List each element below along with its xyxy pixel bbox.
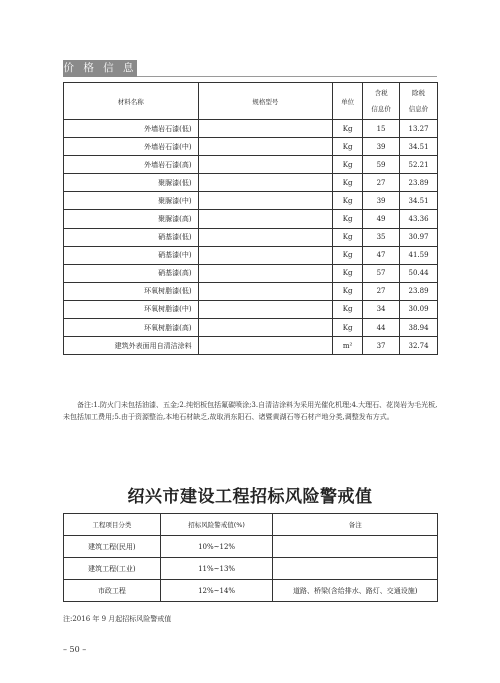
price-tax-excluded: 23.89	[400, 282, 438, 300]
header-spec: 规格型号	[198, 83, 333, 120]
header-tax-excluded-line1: 除税	[412, 89, 425, 97]
risk-table	[63, 513, 438, 602]
table-row	[64, 319, 438, 337]
table-row	[64, 264, 438, 282]
material-name: 聚脲漆(低)	[64, 174, 199, 192]
spec	[198, 138, 333, 156]
table-row	[64, 138, 438, 156]
spec	[198, 174, 333, 192]
price-tax-included: 15	[363, 120, 400, 138]
risk-value: 11%~13%	[160, 558, 273, 580]
risk-table-note: 注:2016 年 9 月起招标风险警戒值	[63, 615, 172, 623]
material-name: 环氧树脂漆(中)	[64, 300, 199, 318]
header-tax-included-line2: 信息价	[371, 105, 391, 113]
unit: Kg	[333, 300, 363, 318]
price-tax-excluded: 34.51	[400, 138, 438, 156]
table-row	[64, 300, 438, 318]
price-tax-excluded: 34.51	[400, 192, 438, 210]
header-tax-included	[363, 83, 400, 120]
project-category: 建筑工程(民用)	[64, 536, 161, 558]
price-tax-excluded: 41.59	[400, 246, 438, 264]
material-name: 硝基漆(低)	[64, 228, 199, 246]
price-tax-included: 59	[363, 156, 400, 174]
project-category: 建筑工程(工业)	[64, 558, 161, 580]
spec	[198, 210, 333, 228]
remark	[273, 558, 438, 580]
risk-value: 12%~14%	[160, 580, 273, 602]
material-name: 建筑外表面用自清洁涂料	[64, 337, 199, 355]
price-tax-excluded: 30.97	[400, 228, 438, 246]
price-tax-excluded: 38.94	[400, 319, 438, 337]
spec	[198, 192, 333, 210]
header-material-name: 材料名称	[64, 83, 199, 120]
section-divider	[137, 76, 437, 77]
spec	[198, 228, 333, 246]
table-row	[64, 282, 438, 300]
material-name: 硝基漆(中)	[64, 246, 199, 264]
price-tax-excluded: 30.09	[400, 300, 438, 318]
material-name: 聚脲漆(中)	[64, 192, 199, 210]
price-tax-included: 27	[363, 282, 400, 300]
price-tax-included: 39	[363, 192, 400, 210]
price-tax-included: 39	[363, 138, 400, 156]
table-row	[64, 536, 438, 558]
table-row	[64, 580, 438, 602]
page-number: – 50 –	[63, 645, 87, 654]
spec	[198, 300, 333, 318]
price-tax-excluded: 50.44	[400, 264, 438, 282]
price-tax-included: 27	[363, 174, 400, 192]
price-tax-included: 57	[363, 264, 400, 282]
material-name: 外墙岩石漆(高)	[64, 156, 199, 174]
unit: Kg	[333, 120, 363, 138]
header-unit: 单位	[333, 83, 363, 120]
material-name: 外墙岩石漆(低)	[64, 120, 199, 138]
material-name: 环氧树脂漆(低)	[64, 282, 199, 300]
table-row	[64, 192, 438, 210]
price-tax-excluded: 23.89	[400, 174, 438, 192]
material-name: 硝基漆(高)	[64, 264, 199, 282]
price-tax-included: 35	[363, 228, 400, 246]
unit: m²	[333, 337, 363, 355]
risk-table-header-row	[64, 514, 438, 536]
remark	[273, 536, 438, 558]
price-table	[63, 82, 438, 355]
project-category: 市政工程	[64, 580, 161, 602]
spec	[198, 282, 333, 300]
material-name: 聚脲漆(高)	[64, 210, 199, 228]
unit: Kg	[333, 174, 363, 192]
price-tax-excluded: 13.27	[400, 120, 438, 138]
table-row	[64, 228, 438, 246]
header-risk-value: 招标风险警戒值(%)	[160, 514, 273, 536]
header-tax-included-line1: 含税	[374, 89, 388, 97]
header-remark: 备注	[273, 514, 438, 536]
unit: Kg	[333, 319, 363, 337]
spec	[198, 120, 333, 138]
spec	[198, 337, 333, 355]
table-row	[64, 156, 438, 174]
remark: 道路、桥梁(含给排水、路灯、交通设施)	[273, 580, 438, 602]
risk-value: 10%~12%	[160, 536, 273, 558]
table-row	[64, 337, 438, 355]
section-tag: 价 格 信 息	[63, 60, 137, 77]
price-table-note: 备注:1.防火门未包括油漆、五金;2.纯铝板包括氟碳喷涂;3.自清洁涂料为采用光催化机理;4.大理石、花岗岩为毛光板,未包括加工费用;5.由于资源整治,本地石材缺乏,故取消东阳石、诸暨黄湖石等石材产地分类,调整发布方式。	[63, 401, 438, 421]
spec	[198, 246, 333, 264]
material-name: 外墙岩石漆(中)	[64, 138, 199, 156]
price-tax-excluded: 43.36	[400, 210, 438, 228]
unit: Kg	[333, 264, 363, 282]
price-tax-excluded: 52.21	[400, 156, 438, 174]
unit: Kg	[333, 156, 363, 174]
table-row	[64, 120, 438, 138]
unit: Kg	[333, 282, 363, 300]
price-tax-included: 44	[363, 319, 400, 337]
risk-section-title: 绍兴市建设工程招标风险警戒值	[127, 487, 373, 507]
spec	[198, 156, 333, 174]
unit: Kg	[333, 138, 363, 156]
price-tax-included: 37	[363, 337, 400, 355]
table-row	[64, 174, 438, 192]
unit: Kg	[333, 192, 363, 210]
unit: Kg	[333, 210, 363, 228]
unit: Kg	[333, 228, 363, 246]
header-tax-excluded-line2: 信息价	[408, 105, 429, 113]
price-tax-included: 47	[363, 246, 400, 264]
price-tax-excluded: 32.74	[400, 337, 438, 355]
unit: Kg	[333, 246, 363, 264]
header-tax-excluded	[400, 83, 438, 120]
table-row	[64, 246, 438, 264]
price-table-header-row	[64, 83, 438, 120]
table-row	[64, 210, 438, 228]
material-name: 环氧树脂漆(高)	[64, 319, 199, 337]
spec	[198, 264, 333, 282]
price-tax-included: 49	[363, 210, 400, 228]
price-tax-included: 34	[363, 300, 400, 318]
header-project-category: 工程项目分类	[64, 514, 161, 536]
spec	[198, 319, 333, 337]
table-row	[64, 558, 438, 580]
